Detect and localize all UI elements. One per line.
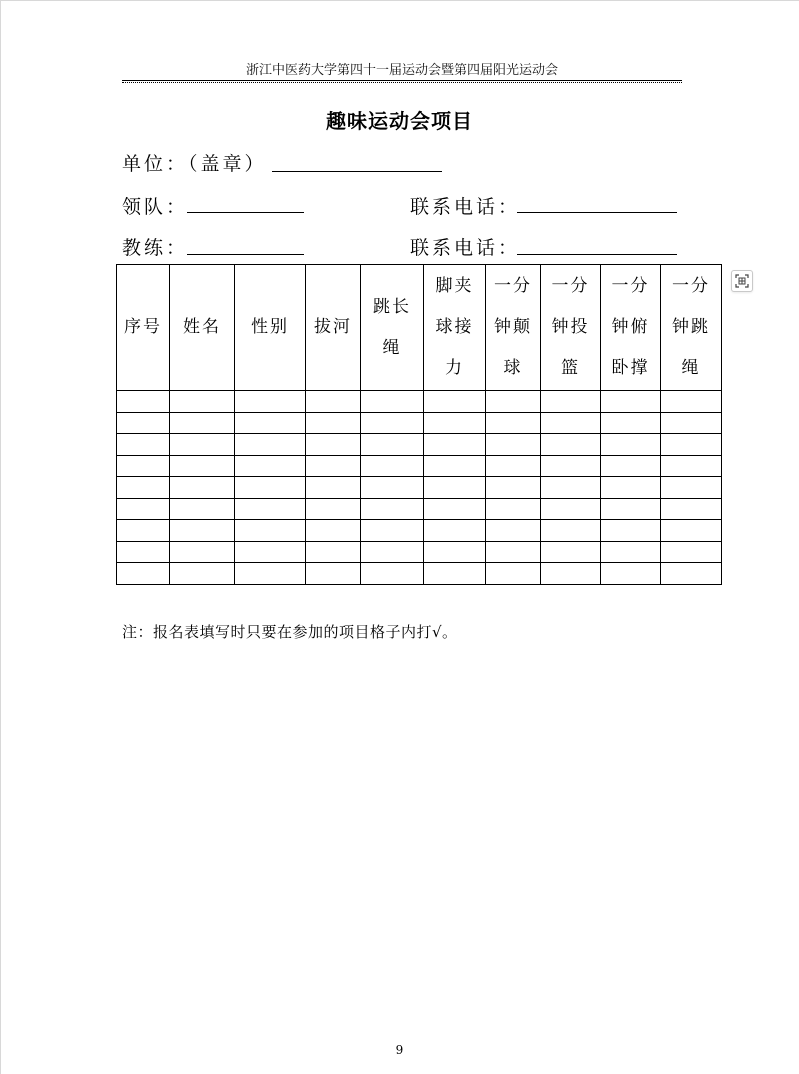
- table-cell[interactable]: [424, 477, 486, 499]
- table-cell[interactable]: [486, 477, 541, 499]
- unit-label: 单位：（盖章）: [122, 153, 267, 175]
- table-cell[interactable]: [361, 541, 424, 563]
- table-cell[interactable]: [601, 520, 661, 542]
- table-cell[interactable]: [661, 477, 722, 499]
- running-header: 浙江中医药大学第四十一届运动会暨第四届阳光运动会: [245, 63, 558, 78]
- table-cell[interactable]: [117, 498, 170, 520]
- note-text: 注：报名表填写时只要在参加的项目格子内打√。: [122, 623, 458, 641]
- table-cell[interactable]: [170, 455, 235, 477]
- column-header: [117, 265, 170, 391]
- column-header-line: 一分: [611, 276, 650, 296]
- column-header: [541, 265, 601, 391]
- table-cell[interactable]: [235, 455, 306, 477]
- table-cell[interactable]: [661, 455, 722, 477]
- table-cell[interactable]: [601, 455, 661, 477]
- table-cell[interactable]: [306, 434, 361, 456]
- table-cell[interactable]: [306, 498, 361, 520]
- table-cell[interactable]: [235, 541, 306, 563]
- table-cell[interactable]: [541, 412, 601, 434]
- column-header-line: 力: [445, 358, 464, 378]
- table-cell[interactable]: [661, 434, 722, 456]
- table-cell[interactable]: [235, 520, 306, 542]
- table-cell[interactable]: [361, 434, 424, 456]
- table-row: [117, 434, 722, 456]
- table-cell[interactable]: [601, 477, 661, 499]
- leader-blank[interactable]: [187, 212, 304, 213]
- table-cell[interactable]: [170, 563, 235, 585]
- table-cell[interactable]: [235, 563, 306, 585]
- table-cell[interactable]: [661, 498, 722, 520]
- table-cell[interactable]: [306, 541, 361, 563]
- column-header: [661, 265, 722, 391]
- table-row: [117, 391, 722, 413]
- table-cell[interactable]: [306, 391, 361, 413]
- table-cell[interactable]: [117, 455, 170, 477]
- column-header: [235, 265, 306, 391]
- table-cell[interactable]: [361, 498, 424, 520]
- column-header: [486, 265, 541, 391]
- table-cell[interactable]: [361, 391, 424, 413]
- table-cell[interactable]: [361, 520, 424, 542]
- column-header: [170, 265, 235, 391]
- table-cell[interactable]: [541, 541, 601, 563]
- table-select-button[interactable]: [731, 270, 753, 292]
- table-cell[interactable]: [486, 455, 541, 477]
- table-cell[interactable]: [361, 455, 424, 477]
- column-header-line: 跳长: [373, 296, 411, 317]
- table-cell[interactable]: [361, 563, 424, 585]
- table-cell[interactable]: [541, 434, 601, 456]
- table-cell[interactable]: [306, 563, 361, 585]
- table-row: [117, 520, 722, 542]
- table-cell[interactable]: [117, 391, 170, 413]
- table-row: [117, 498, 722, 520]
- coach-phone-blank[interactable]: [517, 254, 677, 255]
- table-cell[interactable]: [601, 412, 661, 434]
- table-cell[interactable]: [486, 412, 541, 434]
- table-cell[interactable]: [117, 434, 170, 456]
- table-cell[interactable]: [424, 520, 486, 542]
- table-cell[interactable]: [170, 434, 235, 456]
- column-header-line: 一分: [672, 276, 710, 296]
- coach-phone-label: 联系电话：: [410, 237, 521, 259]
- table-cell[interactable]: [541, 563, 601, 585]
- column-header-line: 拔河: [314, 317, 352, 337]
- table-cell[interactable]: [486, 434, 541, 456]
- table-cell[interactable]: [486, 498, 541, 520]
- table-cell[interactable]: [601, 541, 661, 563]
- column-header-line: 钟跳: [672, 317, 710, 337]
- column-header: [306, 265, 361, 391]
- column-header: [361, 265, 424, 391]
- table-cell[interactable]: [170, 520, 235, 542]
- column-header-line: 绳: [681, 358, 701, 378]
- table-cell[interactable]: [541, 455, 601, 477]
- leader-label: 领队：: [122, 196, 189, 218]
- table-cell[interactable]: [424, 563, 486, 585]
- page-number: 9: [395, 1043, 404, 1057]
- table-cell[interactable]: [306, 455, 361, 477]
- table-cell[interactable]: [601, 563, 661, 585]
- table-cell[interactable]: [117, 541, 170, 563]
- table-cell[interactable]: [486, 520, 541, 542]
- table-cell[interactable]: [117, 477, 170, 499]
- column-header-line: 一分: [551, 276, 590, 296]
- column-header-line: 卧撑: [611, 358, 650, 378]
- table-cell[interactable]: [235, 412, 306, 434]
- table-cell[interactable]: [661, 520, 722, 542]
- column-header-line: 性别: [251, 317, 289, 337]
- leader-phone-blank[interactable]: [517, 212, 677, 213]
- column-header-line: 球接: [435, 317, 474, 337]
- column-header: [424, 265, 486, 391]
- table-row: [117, 541, 722, 563]
- table-cell[interactable]: [235, 498, 306, 520]
- table-cell[interactable]: [541, 391, 601, 413]
- table-cell[interactable]: [601, 498, 661, 520]
- table-cell[interactable]: [170, 412, 235, 434]
- column-header-line: 钟俯: [611, 317, 650, 337]
- table-cell[interactable]: [424, 412, 486, 434]
- table-cell[interactable]: [170, 541, 235, 563]
- registration-table: [116, 264, 722, 585]
- header-rule: [122, 80, 682, 83]
- table-cell[interactable]: [235, 434, 306, 456]
- table-cell[interactable]: [661, 391, 722, 413]
- table-row: [117, 477, 722, 499]
- table-cell[interactable]: [117, 412, 170, 434]
- table-cell[interactable]: [661, 541, 722, 563]
- page-edge: [0, 0, 799, 1]
- table-cell[interactable]: [661, 563, 722, 585]
- table-cell[interactable]: [170, 477, 235, 499]
- table-select-icon: [735, 274, 749, 288]
- table-cell[interactable]: [601, 391, 661, 413]
- leader-phone-label: 联系电话：: [410, 196, 521, 218]
- column-header-line: 一分: [494, 276, 532, 296]
- table-cell[interactable]: [424, 434, 486, 456]
- table-cell[interactable]: [541, 477, 601, 499]
- table-cell[interactable]: [541, 498, 601, 520]
- table-cell[interactable]: [235, 477, 306, 499]
- table-cell[interactable]: [306, 412, 361, 434]
- table-cell[interactable]: [541, 520, 601, 542]
- column-header-line: 脚夹: [435, 276, 474, 296]
- table-cell[interactable]: [235, 391, 306, 413]
- table-cell[interactable]: [306, 477, 361, 499]
- table-cell[interactable]: [170, 391, 235, 413]
- coach-blank[interactable]: [187, 254, 304, 255]
- table-header-row: [117, 265, 722, 391]
- table-cell[interactable]: [601, 434, 661, 456]
- table-row: [117, 563, 722, 585]
- table-cell[interactable]: [361, 477, 424, 499]
- column-header-line: 球: [503, 358, 523, 378]
- column-header-line: 钟投: [551, 317, 590, 337]
- column-header-line: 姓名: [183, 317, 221, 337]
- table-cell[interactable]: [486, 563, 541, 585]
- table-cell[interactable]: [424, 498, 486, 520]
- table-cell[interactable]: [306, 520, 361, 542]
- unit-blank[interactable]: [272, 171, 442, 172]
- coach-label: 教练：: [122, 237, 189, 259]
- page-title: 趣味运动会项目: [326, 109, 473, 133]
- column-header: [601, 265, 661, 391]
- column-header-line: 序号: [124, 317, 162, 337]
- table-cell[interactable]: [486, 541, 541, 563]
- table-cell[interactable]: [170, 498, 235, 520]
- table-row: [117, 455, 722, 477]
- column-header-line: 钟颠: [494, 317, 532, 337]
- table-cell[interactable]: [661, 412, 722, 434]
- table-cell[interactable]: [486, 391, 541, 413]
- table-cell[interactable]: [117, 520, 170, 542]
- table-cell[interactable]: [424, 455, 486, 477]
- table-cell[interactable]: [424, 391, 486, 413]
- table-cell[interactable]: [117, 563, 170, 585]
- column-header-line: 篮: [561, 358, 580, 378]
- table-cell[interactable]: [424, 541, 486, 563]
- page-edge: [0, 0, 1, 1074]
- table-cell[interactable]: [361, 412, 424, 434]
- table-row: [117, 412, 722, 434]
- column-header-line: 绳: [382, 337, 402, 358]
